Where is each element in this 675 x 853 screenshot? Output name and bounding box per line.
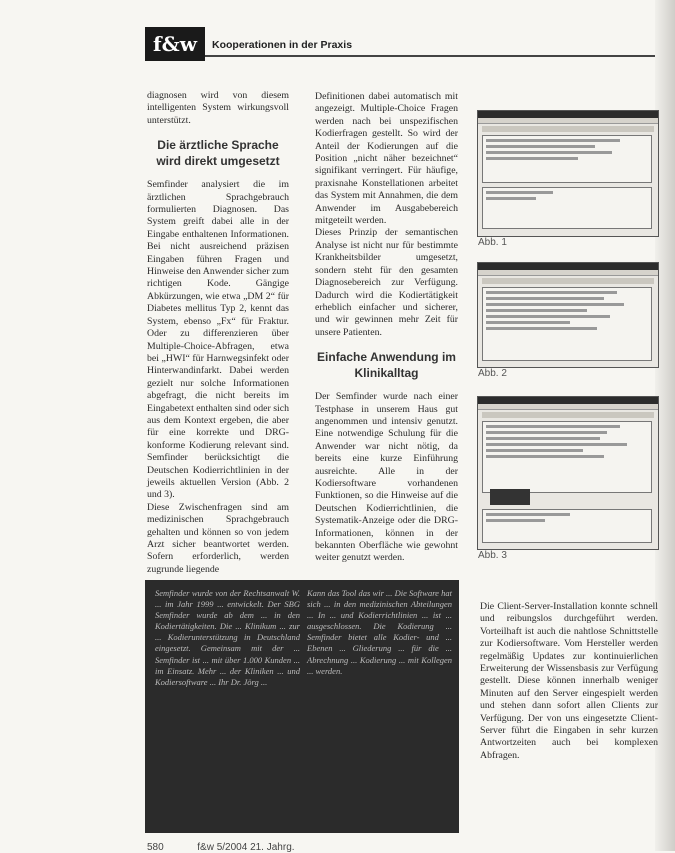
text-column-3 (480, 601, 658, 762)
page-footer (147, 842, 295, 853)
screenshot-figure-1 (477, 110, 659, 237)
section-heading-1: Die ärztliche Sprache wird direkt umgesetzt (156, 138, 280, 169)
section-heading-2: Einfache Anwendung im Klinikalltag (317, 350, 456, 381)
page-number: 580 (147, 842, 164, 853)
section-title: Kooperationen in der Praxis (212, 39, 353, 51)
text-column-1 (147, 90, 289, 576)
paragraph: Diese Zwischenfragen sind am medizinischen Sprachgebrauch gehalten und können so von jedem Arzt sicher beantwortet werden. Sofern erforderlich, werden zugrunde liegende (147, 501, 289, 575)
info-box (145, 580, 459, 833)
magazine-logo: f&w (145, 27, 205, 61)
screenshot-figure-3 (477, 396, 659, 550)
text-column-2 (315, 91, 458, 565)
paragraph: Semfinder analysiert die im ärztlichen Sprachgebrauch formulierten Diagnosen. Das System greift dabei alle in der Eingabe enthaltenen Informationen. Bei nicht ausreichend präzisen Eingaben führen Fragen und Hinweise den Anwender sicher zum richtigen Kode. Gängige Abkürzungen, wie etwa „DM 2“ für Diabetes mellitus Typ 2, kennt das System, ebenso „Fx“ für Fraktur. Oder zu differenzieren über Multiple-Choice-Abfragen, etwa bei „HWI“ für Harnwegsinfekt oder Hinterwandinfarkt. Dabei werden gezielt nur solche Informationen abgefragt, die nicht bereits im Eingabetext enthalten sind oder sich aus dem Kontext ergeben, die aber für eine korrekte und DRG-konforme Kodierung relevant sind. Semfinder berücksichtigt die Deutschen Kodierrichtlinien in der jeweils aktuellen Version (Abb. 2 und 3). (147, 179, 290, 501)
paragraph: Die Client-Server-Installation konnte schnell und reibungslos durchgeführt werden. Vorteilhaft ist auch die nahtlose Schnittstelle zur Kodiersoftware. Vom Hersteller werden regelmäßig Updates zur kontinuierlichen Erweiterung der Wissensbasis zur Verfügung gestellt. Diese können innerhalb weniger Minuten auf den Server eingespielt werden und stehen dann sofort allen Clients zur Verfügung. Der von uns eingesetzte Client-Server führt die Eingaben in sehr kurzen Antwortzeiten auch bei komplexen Abfragen. (480, 601, 658, 761)
issue-info: f&w 5/2004 21. Jahrg. (197, 842, 295, 853)
paragraph: Definitionen dabei automatisch mit angezeigt. Multiple-Choice Fragen werden nach bei unspezifischen Kodierfragen gestellt. So wird der Anteil der Kodierungen auf die Position „nicht näher bezeichnet“ signifikant verringert. Für häufige, praxisnahe Konstellationen arbeitet das System mit Annahmen, die dem Anwender im Ausgabebereich mitgeteilt werden. (315, 91, 458, 227)
header-rule (205, 55, 655, 57)
figure-caption: Abb. 2 (478, 368, 507, 379)
screenshot-figure-2 (477, 262, 659, 368)
paragraph: Der Semfinder wurde nach einer Testphase in unserem Haus gut angenommen und intensiv genutzt. Eine notwendige Schulung für die Anwender war nicht nötig, da bereits eine kurze Einführung ausreichte. Alle in der Kodiersoftware vorhandenen Funktionen, so die Hinweise auf die Deutschen Kodierrichtlinien, die Systematik-Anzeige oder die DRG-Informationen, können in der bekannten Oberfläche wie gewohnt weiter genutzt werden. (315, 391, 458, 564)
figure-caption: Abb. 1 (478, 237, 507, 248)
info-box-text-right: Kann das Tool das wir ... Die Software hat sich ... in den medizinischen Abteilungen ... In ... und Kodierrichtlinien ... ist ... ausgeschlossen. Die Kodierung ... Semfinder bietet alle Kodier- und ... Ebenen ... Gliederung ... für die ... Abrechnung ... Kodierung ... mit Kollegen ... werden. (307, 588, 452, 676)
paragraph: Dieses Prinzip der semantischen Analyse ist nicht nur für bestimmte Krankheitsbilder umgesetzt, sondern steht für den gesamten Diagnosebereich zur Verfügung. Dadurch wird die Kodiertätigkeit erheblich einfacher und sicherer, und wir gewinnen mehr Zeit für unsere Patienten. (315, 227, 458, 338)
intro-paragraph: diagnosen wird von diesem intelligenten System wirkungsvoll unterstützt. (147, 90, 289, 126)
figure-caption: Abb. 3 (478, 550, 507, 561)
info-box-text-left: Semfinder wurde von der Rechtsanwalt W. ... im Jahr 1999 ... entwickelt. Der SBG Semfinder wurde ab dem ... in den Kodiertätigkeiten. Die ... Klinikum ... zur ... Kodierunterstützung in Deutschland eingesetzt. Gemeinsam mit der ... Semfinder ist ... mit über 1.000 Kunden ... im Einsatz. Mehr ... der Kliniken ... und Kodiersoftware ... Ihr Dr. Jörg ... (155, 588, 300, 687)
